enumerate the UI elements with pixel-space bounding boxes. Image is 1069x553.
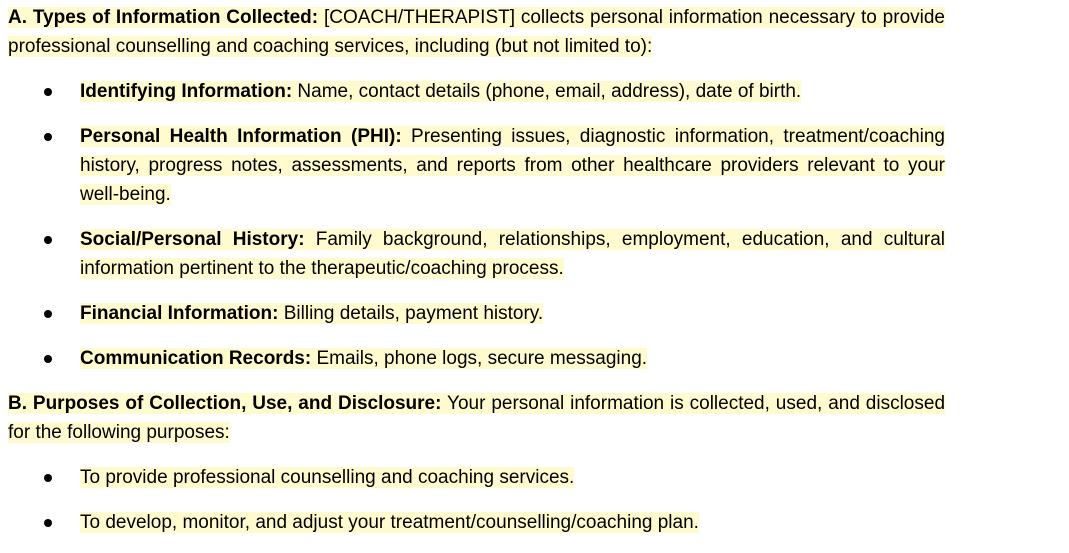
list-item <box>8 299 945 328</box>
bullet-icon <box>44 88 52 96</box>
list-item <box>8 225 945 283</box>
list-item <box>8 463 945 492</box>
section-b-intro: Your personal information is collected, used, and disclosed for the following purposes: <box>8 393 946 443</box>
bullet-icon <box>44 236 52 244</box>
list-item-text: Family background, relationships, employment, education, and cultural information pertinent to the therapeutic/coaching process. <box>80 229 945 279</box>
section-b-list <box>8 463 945 537</box>
bullet-icon <box>44 310 52 318</box>
bullet-icon <box>44 133 52 141</box>
section-a-paragraph <box>8 3 945 61</box>
section-a-intro: [COACH/THERAPIST] collects personal information necessary to provide professional counselling and coaching services, including (but not limited to): <box>8 7 945 57</box>
list-item-term: Social/Personal History: <box>80 229 305 250</box>
list-item-text: Billing details, payment history. <box>278 303 544 324</box>
list-item-text: Emails, phone logs, secure messaging. <box>311 348 648 369</box>
document-body <box>8 3 945 553</box>
list-item-term: Communication Records: <box>80 348 312 369</box>
list-item-term: Financial Information: <box>80 303 279 324</box>
list-item-text: To provide professional counselling and coaching services. <box>80 467 575 488</box>
list-item <box>8 77 945 106</box>
bullet-icon <box>44 519 52 527</box>
list-item <box>8 344 945 373</box>
list-item-term: Identifying Information: <box>80 81 293 102</box>
list-item <box>8 508 945 537</box>
list-item-text: Presenting issues, diagnostic information, treatment/coaching history, progress notes, assessments, and reports from other healthcare providers relevant to your well-being. <box>80 126 946 205</box>
section-b-heading: B. Purposes of Collection, Use, and Disclosure: <box>8 393 442 414</box>
list-item-text: Name, contact details (phone, email, address), date of birth. <box>292 81 802 102</box>
list-item-text: To develop, monitor, and adjust your treatment/counselling/coaching plan. <box>80 512 699 533</box>
list-item-term: Personal Health Information (PHI): <box>80 126 402 147</box>
bullet-icon <box>44 355 52 363</box>
list-item <box>8 122 945 209</box>
section-a-list <box>8 77 945 373</box>
bullet-icon <box>44 474 52 482</box>
section-a-heading: A. Types of Information Collected: <box>8 7 319 28</box>
section-b-paragraph <box>8 389 945 447</box>
